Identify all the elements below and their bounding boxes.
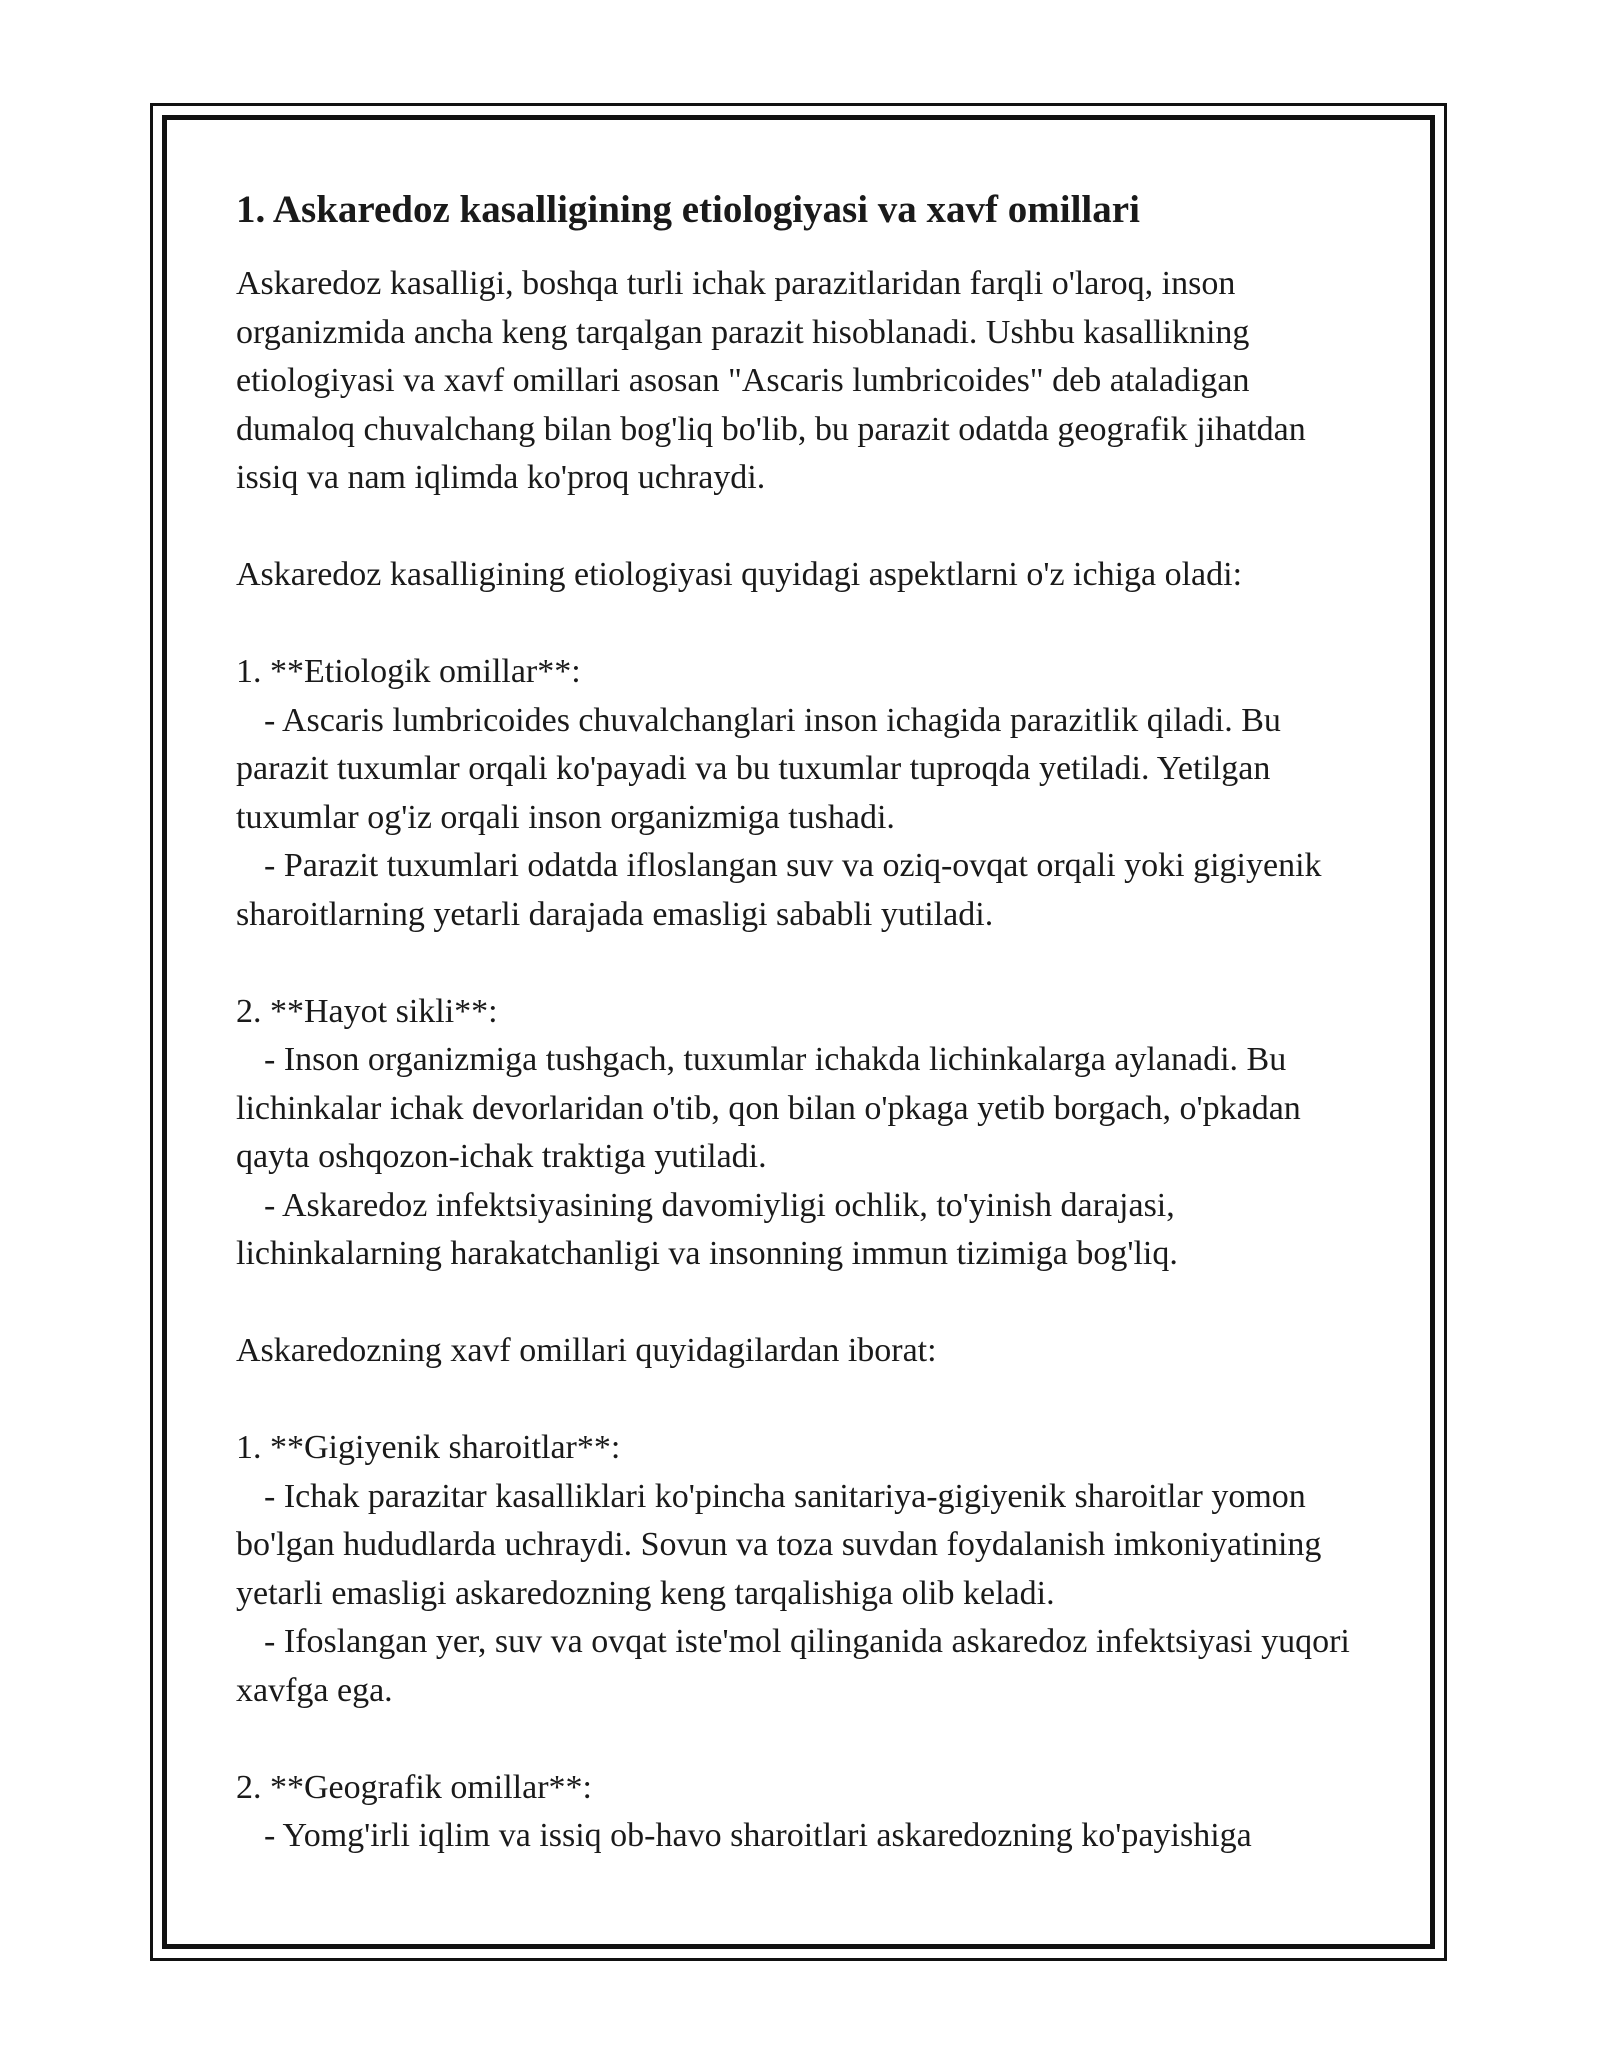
spacer [236, 600, 1376, 649]
point-text: - Parazit tuxumlari odatda ifloslangan suv va oziq-ovqat orqali yoki gigiyenik sharoitlarning yetarli darajada emasligi sababli yutiladi. [236, 847, 1331, 933]
etiology-item-title: 2. **Hayot sikli**: [236, 992, 498, 1030]
risk-item-title: 1. **Gigiyenik sharoitlar**: [236, 1429, 621, 1466]
point-text: - Ichak parazitar kasalliklari ko'pincha sanitariya-gigiyenik sharoitlar yomon bo'lgan hududlarda uchraydi. Sovun va toza suvdan foydalanish imkoniyatining yetarli emasligi askaredozning keng tarqalishiga olib keladi. [236, 1477, 1330, 1612]
risk-item [236, 1764, 1376, 1861]
risk-item-point [236, 1473, 1376, 1619]
section-heading: 1. Askaredoz kasalligining etiologiyasi va xavf omillari [236, 188, 1140, 231]
document-body [236, 186, 1376, 1861]
spacer [236, 1376, 1376, 1425]
etiology-item-title: 1. **Etiologik omillar**: [236, 653, 581, 690]
spacer [236, 1715, 1376, 1764]
intro-paragraph: Askaredoz kasalligi, boshqa turli ichak parazitlaridan farqli o'laroq, inson organizmida ancha keng tarqalgan parazit hisoblanadi. Ushbu kasallikning etiologiyasi va xavf omillari asosan "Ascaris lumbricoides" deb ataladigan dumaloq chuvalchang bilan bog'liq bo'lib, bu parazit odatda geografik jihatdan issiq va nam iqlimda ko'proq uchraydi. [236, 265, 1315, 496]
spacer [236, 503, 1376, 552]
risk-lead: Askaredozning xavf omillari quyidagilardan iborat: [236, 1332, 937, 1369]
etiology-lead: Askaredoz kasalligining etiologiyasi quyidagi aspektlarni o'z ichiga oladi: [236, 556, 1243, 593]
etiology-item-point [236, 842, 1376, 939]
etiology-item-point [236, 1036, 1376, 1182]
etiology-item [236, 988, 1376, 1279]
risk-item [236, 1424, 1376, 1715]
point-text: - Ifoslangan yer, suv va ovqat iste'mol qilinganida askaredoz infektsiyasi yuqori xavfga ega. [236, 1623, 1359, 1709]
point-text: - Ascaris lumbricoides chuvalchanglari inson ichagida parazitlik qiladi. Bu parazit tuxumlar orqali ko'payadi va bu tuxumlar tuproqda yetiladi. Yetilgan tuxumlar og'iz orqali inson organizmiga tushadi. [236, 701, 1290, 836]
risk-item-title: 2. **Geografik omillar**: [236, 1768, 592, 1806]
etiology-item [236, 648, 1376, 939]
risk-item-point [236, 1812, 1376, 1861]
spacer [236, 1279, 1376, 1328]
point-text: - Askaredoz infektsiyasining davomiyligi ochlik, to'yinish darajasi, lichinkalarning harakatchanligi va insonning immun tizimiga bog'liq. [236, 1186, 1184, 1272]
etiology-item-point [236, 1182, 1376, 1279]
point-text: - Inson organizmiga tushgach, tuxumlar ichakda lichinkalarga aylanadi. Bu lichinkalar ichak devorlaridan o'tib, qon bilan o'pkaga yetib borgach, o'pkadan qayta oshqozon-ichak traktiga yutiladi. [236, 1041, 1310, 1175]
etiology-item-point [236, 697, 1376, 843]
risk-item-point [236, 1618, 1376, 1715]
spacer [236, 939, 1376, 988]
point-text: - Yomg'irli iqlim va issiq ob-havo sharoitlari askaredozning ko'payishiga [264, 1817, 1252, 1854]
